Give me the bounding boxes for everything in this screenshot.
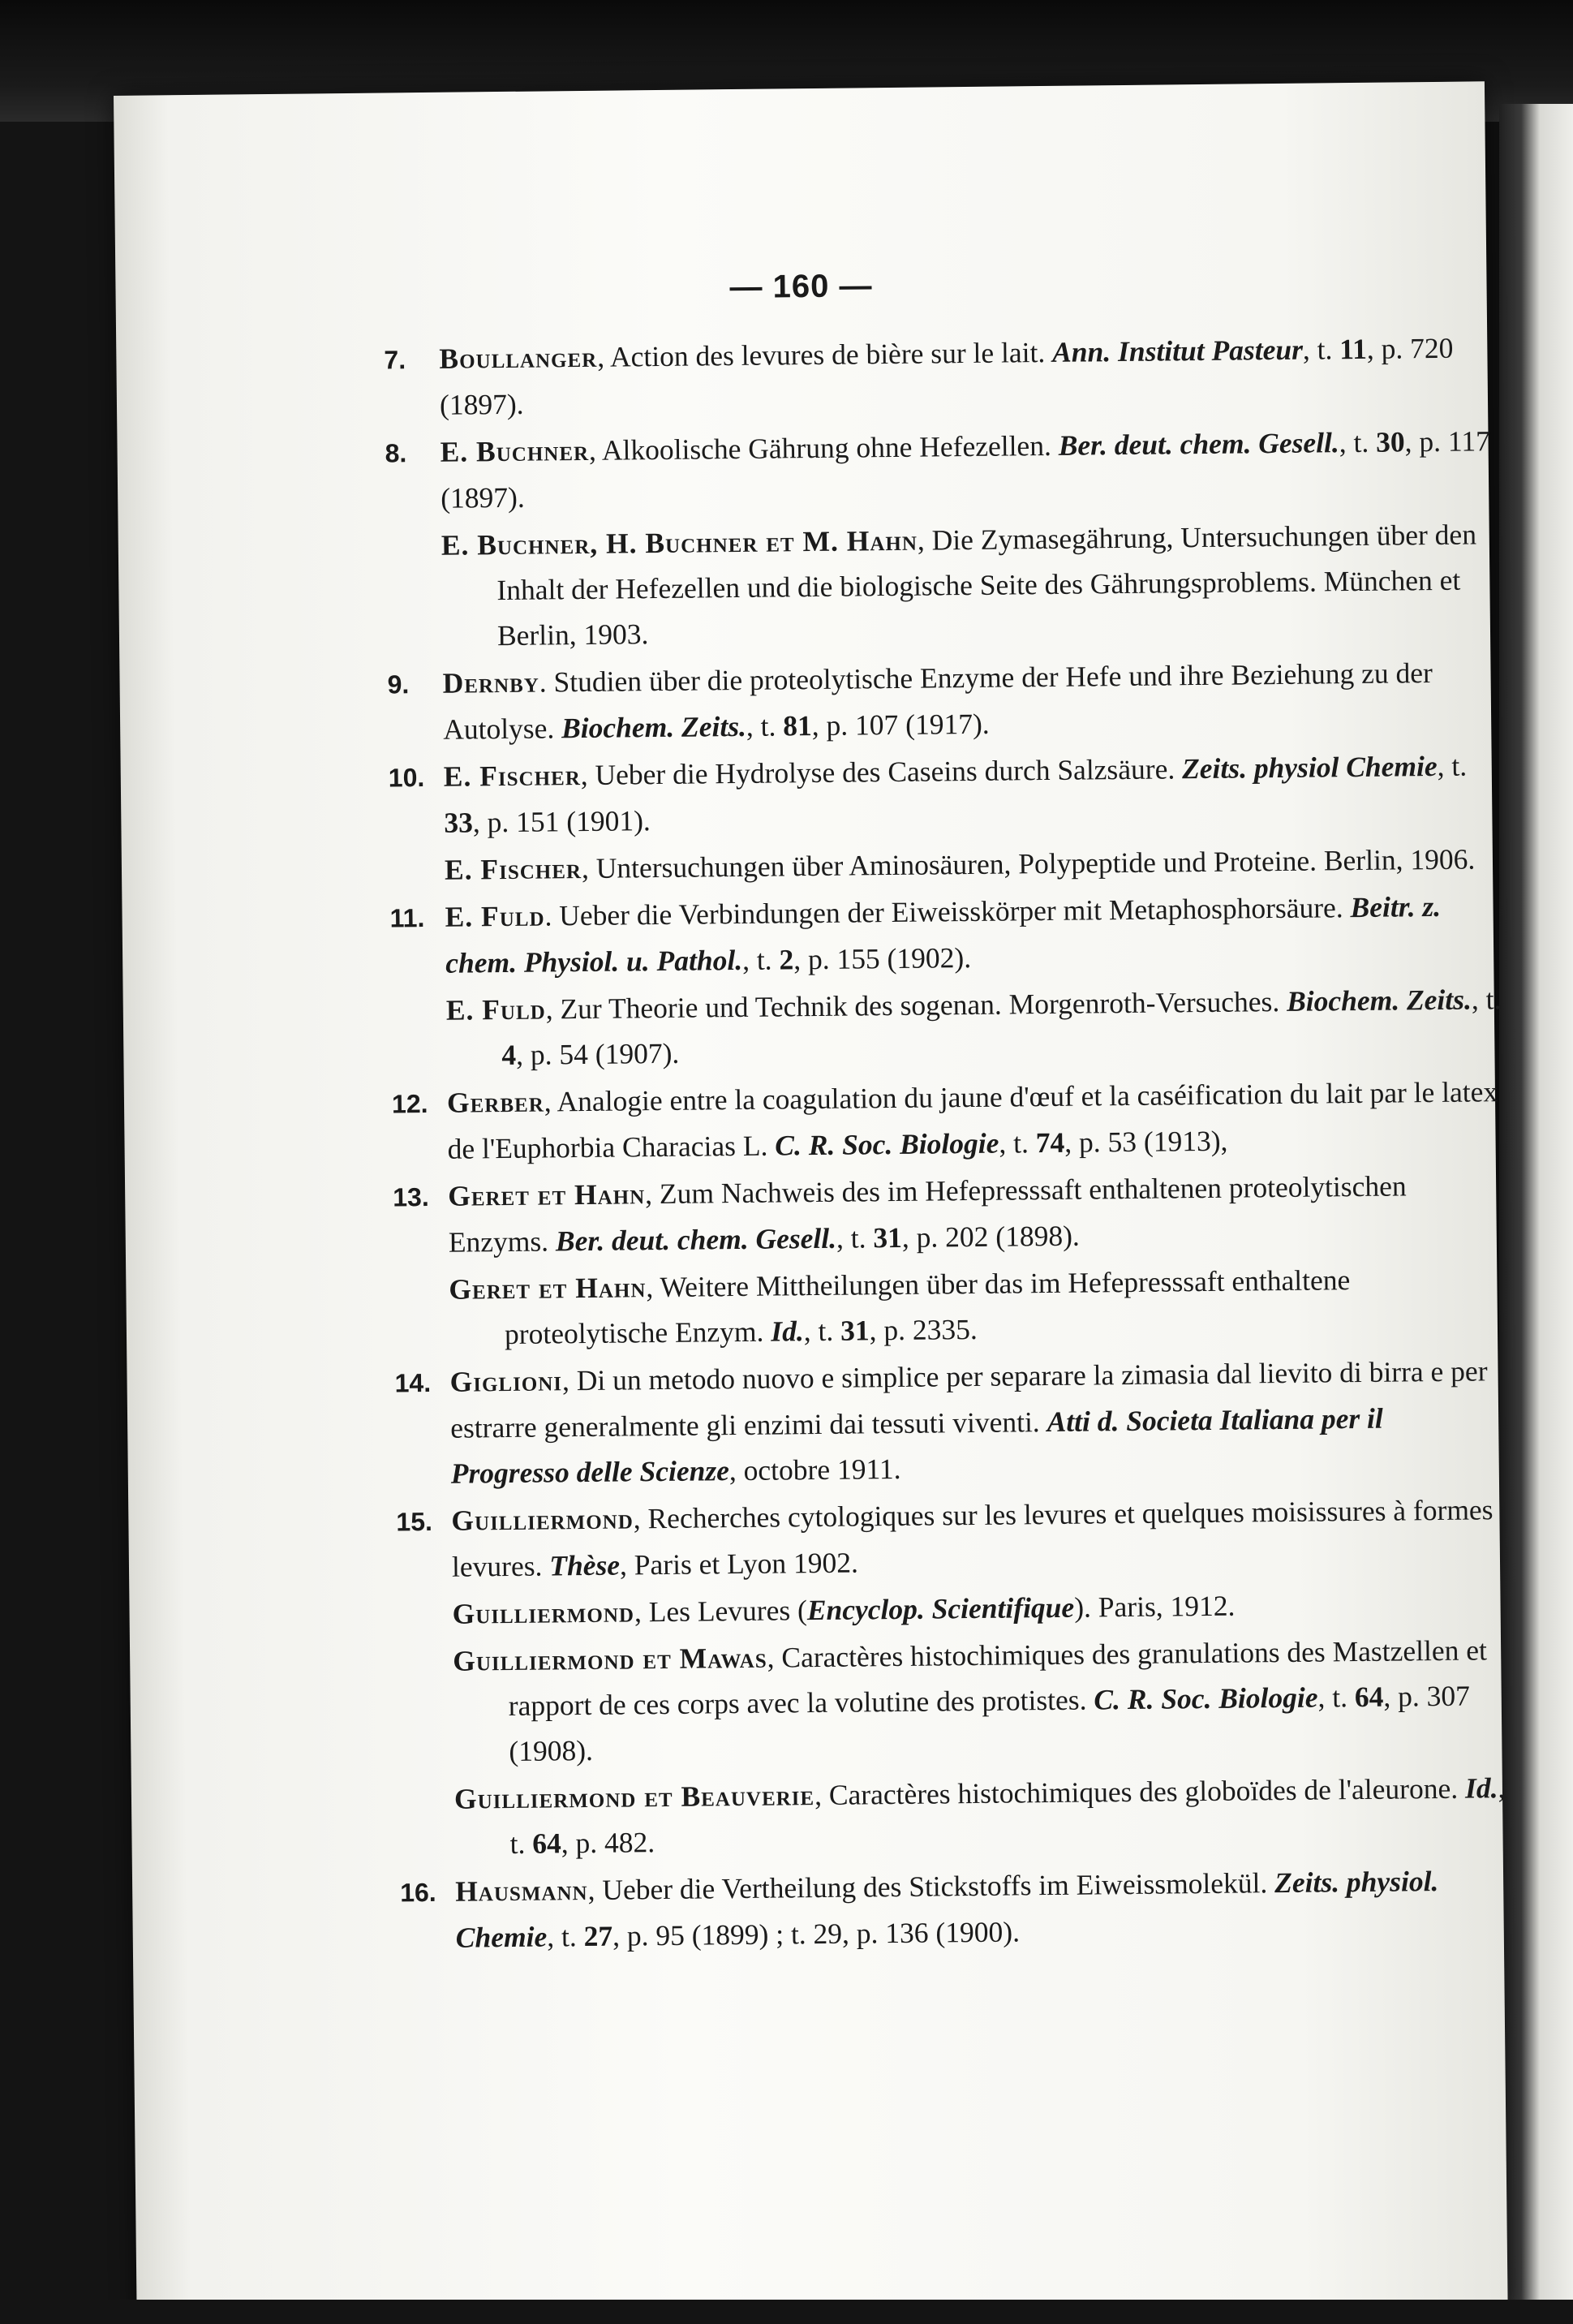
reference-vol-prefix: , t. [836,1221,874,1255]
reference-pages: , p. 155 (1902). [793,940,972,976]
reference-title: , Caractères histochimiques des granulations des Mastzellen et rapport de ces corps avec la volutine des protistes. [508,1633,1488,1723]
reference-volume: 31 [873,1220,903,1255]
reference-title: , Alkoolische Gährung ohne Hefezellen. [588,428,1059,467]
reference-number: 16. [400,1877,436,1908]
reference-pages: , p. 117 (1897). [441,424,1491,514]
reference-journal: C. R. Soc. Biologie [775,1126,999,1162]
reference-journal: Id. [1464,1771,1498,1805]
reference-journal: Zeits. physiol Chemie [1181,749,1438,785]
adjacent-page-edge [1499,104,1573,2324]
reference-title: , Ueber die Vertheilung des Stickstoffs im Eiweissmolekül. [587,1866,1275,1906]
reference-author: Gerber [446,1085,544,1119]
reference-journal: Biochem. Zeits. [1286,983,1472,1018]
reference-vol-prefix: , t. [746,709,784,742]
reference-author: E. Buchner [440,433,590,468]
reference-title: , Ueber die Hydrolyse des Caseins durch Salzsäure. [580,752,1183,792]
reference-vol-prefix: , t. [546,1920,584,1953]
reference-entry [400,1857,1512,1960]
reference-title: , Caractères histochimiques des globoïdes de l'aleurone. [814,1771,1466,1812]
reference-pages: , p. 107 (1917). [811,707,990,742]
reference-author: Guilliermond et Beauverie [453,1779,815,1815]
book-page [114,81,1508,2324]
reference-entry [392,1069,1504,1172]
reference-pages: , octobre 1911. [728,1452,901,1487]
reference-title: , Recherches cytologiques sur les levures et quelques moisissures à formes levures. [451,1493,1493,1583]
reference-subentry [446,976,1503,1078]
reference-pages: , p. 2335. [869,1312,978,1347]
reference-number: 8. [385,438,407,468]
reference-title: , Action des levures de bière sur le lait. [597,335,1053,373]
reference-number: 11. [389,903,425,933]
reference-volume: 11 [1339,332,1368,366]
page-number: — 160 — [729,268,873,306]
reference-journal: Atti d. Societa Italiana per il Progresso delle Scienze [450,1401,1383,1490]
reference-journal: Zeits. physiol. Chemie [455,1865,1439,1954]
reference-author: Giglioni [449,1364,563,1398]
reference-author: Boullanger [439,340,598,375]
reference-vol-prefix: , t. [509,1771,1506,1861]
reference-title: , Analogie entre la coagulation du jaune d'œuf et la caséification du lait par le latex de l'Euphorbia Characias L. [447,1075,1498,1165]
reference-author: E. Fuld [445,899,545,933]
reference-vol-prefix: , t. [999,1126,1036,1160]
reference-vol-prefix: , t. [1437,749,1468,782]
reference-entry [393,1162,1505,1265]
reference-number: 7. [384,345,406,375]
reference-entry [384,325,1496,428]
reference-pages: , p. 95 (1899) ; t. 29, p. 136 (1900). [612,1915,1021,1952]
reference-entry [389,883,1502,986]
reference-pages: , Paris et Lyon 1902. [619,1546,859,1582]
reference-author: Geret et Hahn [449,1271,647,1306]
reference-number: 10. [388,763,425,793]
reference-journal: C. R. Soc. Biologie [1094,1681,1318,1716]
reference-title: . Ueber die Verbindungen der Eiweisskörper mit Metaphosphorsäure. [544,891,1351,932]
reference-number: 12. [391,1089,428,1119]
reference-author: Guilliermond et Mawas [453,1641,767,1677]
reference-journal: Thèse [549,1548,621,1582]
reference-author: E. Fischer [443,759,581,793]
reference-author: Dernby [442,665,539,699]
reference-author: E. Fischer [444,852,582,886]
reference-volume: 30 [1375,425,1405,458]
reference-author: Geret et Hahn [448,1177,646,1212]
reference-volume: 64 [1354,1680,1384,1714]
reference-vol-prefix: , t. [803,1314,841,1348]
reference-vol-prefix: , t. [1339,425,1377,459]
reference-journal: Id. [771,1315,804,1348]
reference-vol-prefix: , t. [1317,1681,1356,1714]
scan-border-bottom [0,2300,1573,2324]
reference-pages: , p. 53 (1913), [1064,1124,1228,1159]
reference-author: Hausmann [454,1874,588,1908]
reference-volume: 81 [783,709,812,742]
reference-entry [394,1348,1507,1496]
reference-number: 9. [387,669,410,699]
reference-title: , Die Zymasegährung, Untersuchungen über den Inhalt der Hefezellen und die biologische Seite des Gährungsproblems. München et Berlin, 1903. [496,518,1477,652]
reference-volume: 64 [531,1827,561,1860]
reference-volume: 31 [840,1314,870,1347]
reference-volume: 27 [583,1919,613,1953]
reference-pages: , p. 202 (1898). [901,1219,1080,1254]
reference-title: , Zum Nachweis des im Hefepresssaft enthaltenen proteolytischen Enzyms. [448,1169,1407,1259]
reference-volume: 74 [1035,1125,1065,1160]
reference-subentry [449,1255,1506,1358]
reference-entry [387,649,1499,752]
reference-volume: 4 [501,1038,517,1072]
reference-title: , Les Levures ( [634,1594,808,1629]
reference-pages: , p. 720 (1897). [439,331,1454,421]
reference-title: , Untersuchungen über Aminosäuren, Polypeptide und Proteine. Berlin, 1906. [581,842,1476,885]
reference-pages: , p. 482. [561,1826,655,1860]
reference-journal: Ber. deut. chem. Gesell. [555,1221,837,1258]
reference-pages: , p. 151 (1901). [472,804,651,839]
reference-subentry [454,1765,1511,1867]
reference-number: 15. [396,1506,433,1537]
reference-entry [389,742,1501,846]
reference-vol-prefix: , t. [741,943,780,976]
reference-subentry [453,1627,1511,1775]
reference-pages: ). Paris, 1912. [1073,1589,1236,1624]
reference-volume: 33 [444,806,474,839]
reference-author: Guilliermond [452,1595,635,1630]
reference-entry [385,418,1497,521]
reference-author: Guilliermond [451,1502,634,1537]
reference-title: . Studien über die proteolytische Enzyme der Hefe und ihre Beziehung zu der Autolyse. [442,656,1433,746]
reference-entry [396,1487,1508,1590]
reference-vol-prefix: , t. [1302,333,1340,366]
reference-title: , Zur Theorie und Technik des sogenan. Morgenroth-Versuches. [545,984,1287,1026]
reference-author: E. Fuld [445,992,546,1026]
reference-volume: 2 [779,943,794,976]
reference-title: , Di un metodo nuovo e simplice per separare la zimasia dal lievito di birra e per estrarre generalmente gli enzimi dai tessuti viventi. [450,1354,1488,1444]
reference-journal: Beitr. z. chem. Physiol. u. Pathol. [445,889,1442,979]
reference-title: , Weitere Mittheilungen über das im Hefepresssaft enthaltene proteolytische Enzym. [504,1263,1351,1351]
reference-number: 13. [393,1182,429,1212]
reference-vol-prefix: , t. [1471,983,1502,1016]
reference-subentry [441,511,1499,659]
reference-journal: Encyclop. Scientifique [806,1590,1075,1627]
reference-journal: Biochem. Zeits. [561,709,747,745]
reference-journal: Ann. Institut Pasteur [1051,333,1304,368]
reference-journal: Ber. deut. chem. Gesell. [1058,426,1339,462]
reference-pages: , p. 307 (1908). [509,1679,1471,1768]
reference-pages: , p. 54 (1907). [515,1036,680,1071]
reference-number: 14. [394,1367,432,1398]
reference-author: E. Buchner, H. Buchner et M. Hahn [441,523,918,562]
reference-list [384,325,1512,1962]
